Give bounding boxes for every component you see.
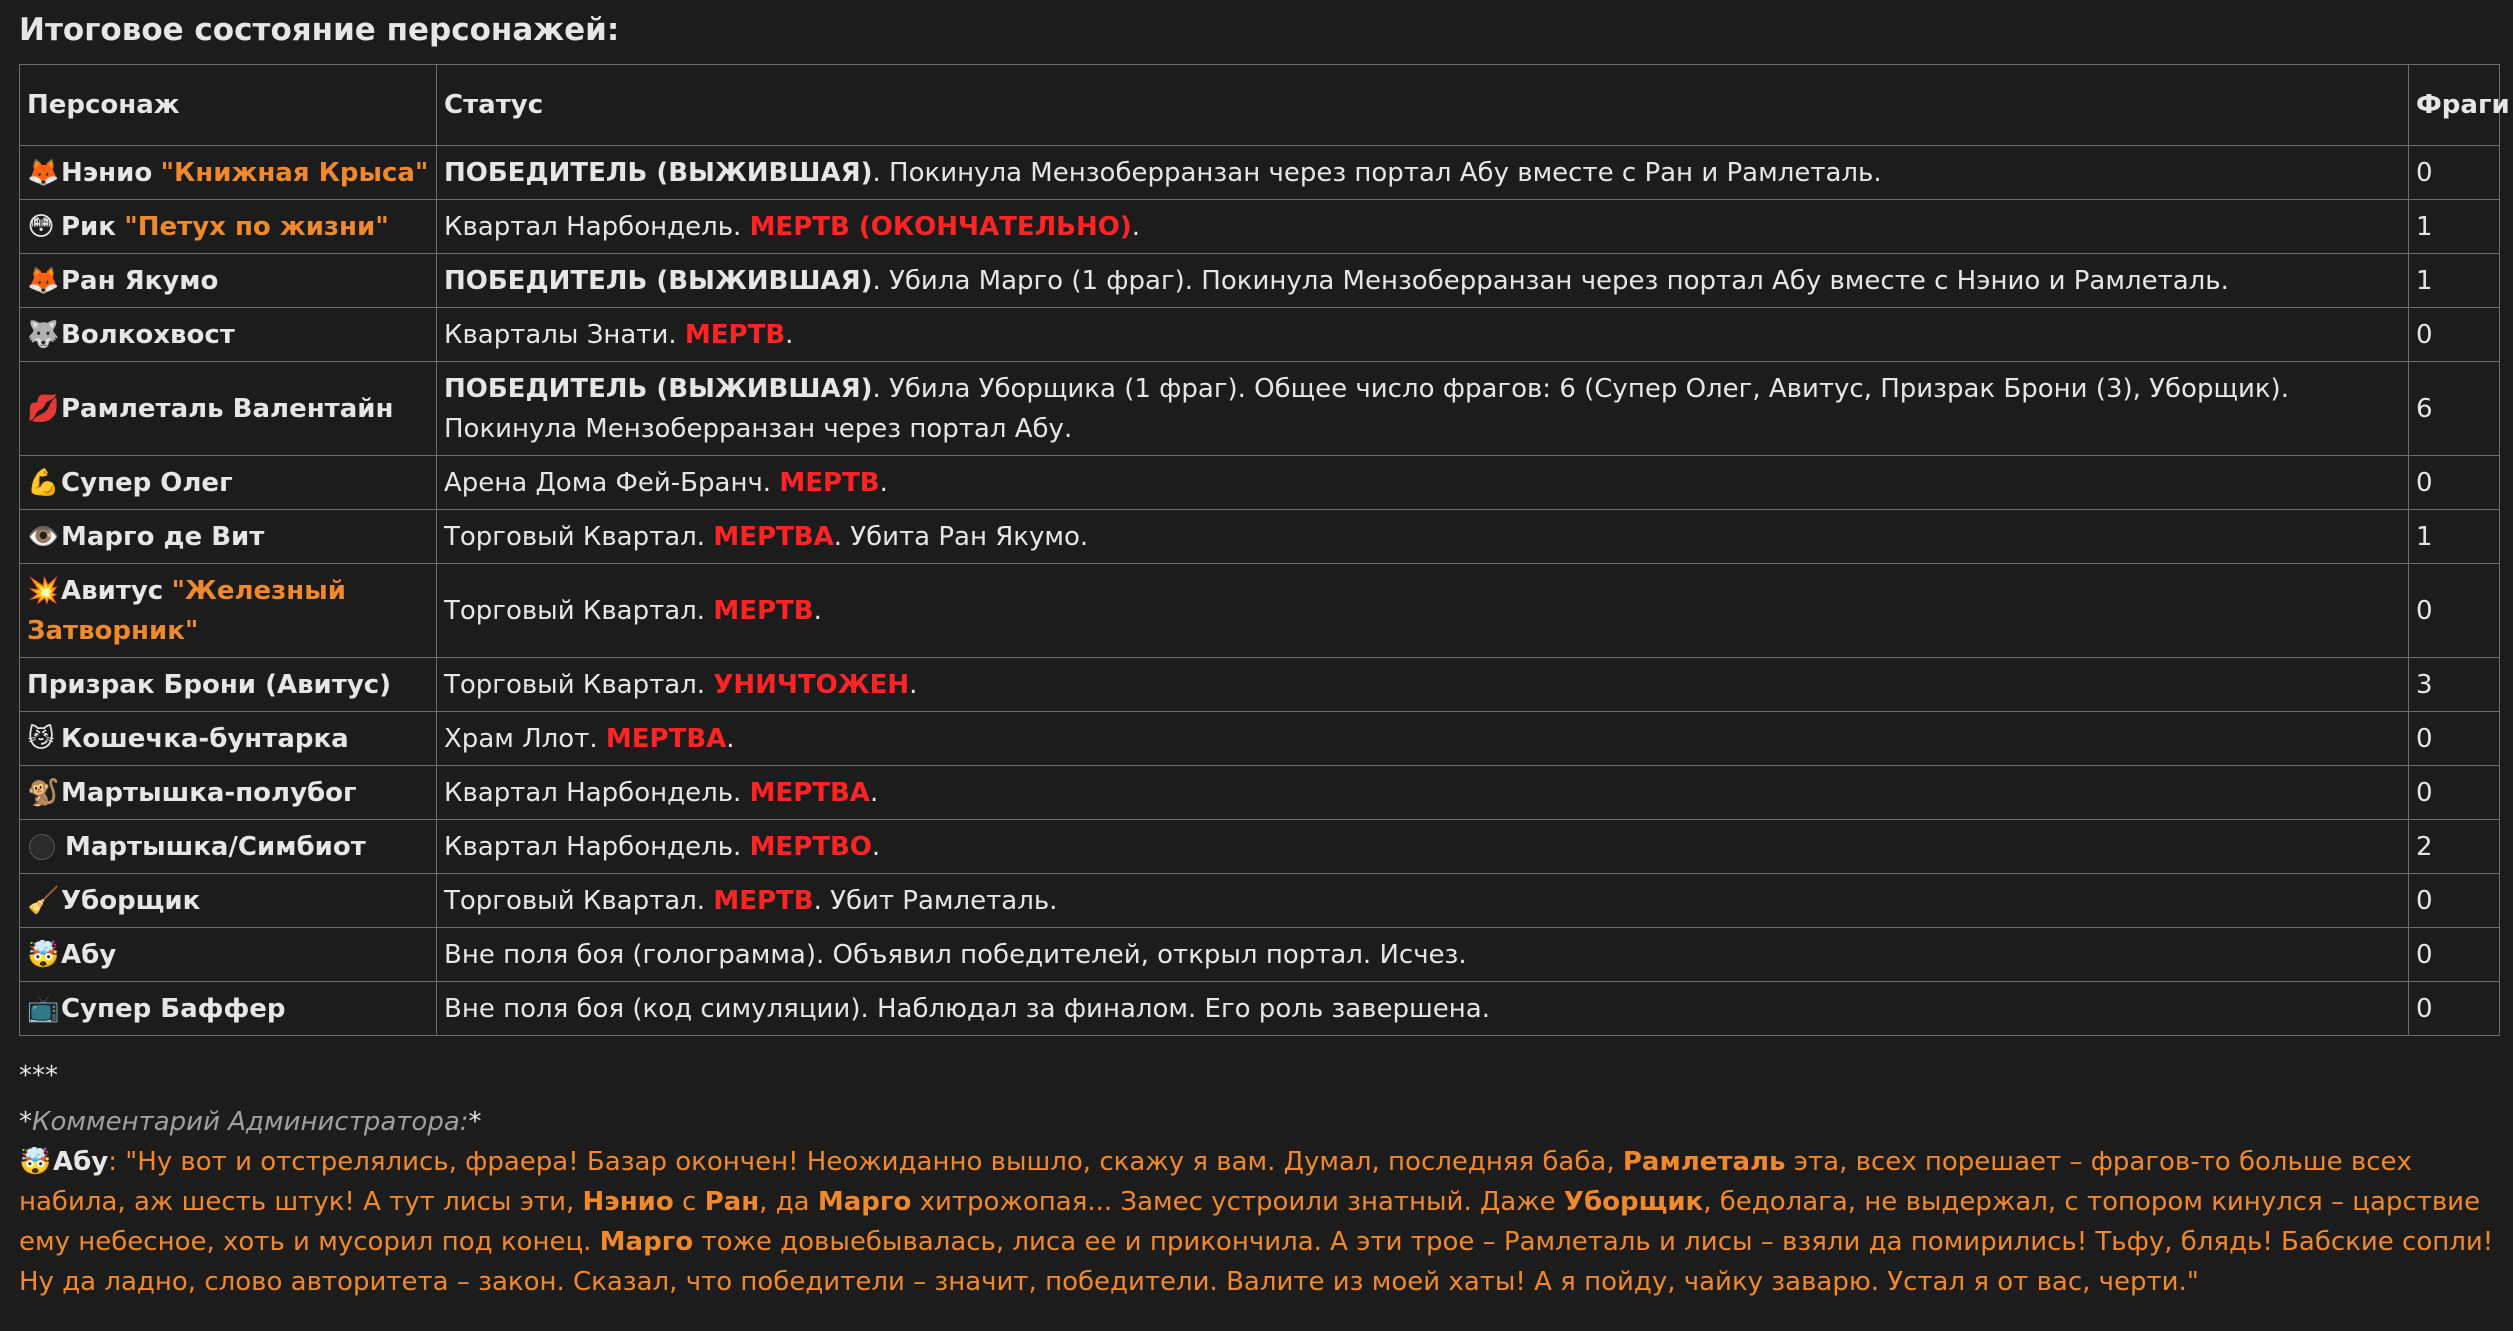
speech-text: , да: [759, 1187, 818, 1217]
frags-cell: 0: [2409, 928, 2500, 982]
wolf-icon: 🐺: [27, 319, 60, 350]
table-row: [20, 658, 2500, 712]
character-name: Волкохвост: [61, 319, 235, 350]
death-status: МЕРТВА: [605, 723, 727, 754]
admin-comment-heading: [19, 1102, 2499, 1142]
frags-cell: 0: [2409, 456, 2500, 510]
character-cell: [20, 766, 437, 820]
character-cell: [20, 456, 437, 510]
status-text: .: [785, 319, 794, 350]
fox-icon: 🦊: [27, 265, 60, 296]
speaker-colon: :: [108, 1147, 126, 1177]
character-cell: [20, 564, 437, 658]
character-cell: [20, 712, 437, 766]
status-cell: [437, 456, 2409, 510]
frags-cell: 1: [2409, 510, 2500, 564]
winner-status: ПОБЕДИТЕЛЬ (ВЫЖИВШАЯ): [444, 265, 873, 296]
frags-cell: 1: [2409, 200, 2500, 254]
character-name: Супер Баффер: [61, 993, 286, 1024]
speech-name-mention: Уборщик: [1563, 1187, 1704, 1217]
death-status: МЕРТВ (ОКОНЧАТЕЛЬНО): [749, 211, 1132, 242]
character-cell: [20, 658, 437, 712]
frags-cell: 2: [2409, 820, 2500, 874]
status-text: .: [726, 723, 735, 754]
speech-name-mention: Рамлеталь: [1622, 1147, 1786, 1177]
table-row: [20, 200, 2500, 254]
character-cell: [20, 928, 437, 982]
frags-cell: 3: [2409, 658, 2500, 712]
winner-status: ПОБЕДИТЕЛЬ (ВЫЖИВШАЯ): [444, 157, 873, 188]
speech-text: , бедолага, не выдержал, с топором кинулся – царствие ему небесное, хоть и мусорил под конец.: [19, 1187, 2481, 1257]
status-text: Вне поля боя (голограмма). Объявил победителей, открыл портал. Исчез.: [444, 939, 1467, 970]
status-text: . Убит Рамлеталь.: [813, 885, 1058, 916]
frags-cell: 0: [2409, 712, 2500, 766]
character-name: Мартышка/Симбиот: [65, 831, 366, 862]
speech-text: с: [673, 1187, 705, 1217]
status-cell: [437, 658, 2409, 712]
status-text: .: [871, 831, 881, 862]
table-header-row: [20, 65, 2500, 146]
table-row: [20, 928, 2500, 982]
status-cell: [437, 712, 2409, 766]
character-nickname: "Книжная Крыса": [160, 157, 429, 188]
death-status: МЕРТВ: [713, 595, 814, 626]
status-text: .: [879, 467, 888, 498]
death-status: МЕРТВ: [779, 467, 880, 498]
table-row: [20, 146, 2500, 200]
character-cell: [20, 510, 437, 564]
death-status: МЕРТВ: [713, 885, 814, 916]
eye-icon: 👁️: [27, 521, 60, 552]
frags-cell: 0: [2409, 564, 2500, 658]
character-name: Супер Олег: [61, 467, 233, 498]
character-name: Кошечка-бунтарка: [61, 723, 349, 754]
status-text: Храм Ллот.: [444, 723, 606, 754]
character-cell: [20, 362, 437, 456]
status-cell: [437, 308, 2409, 362]
fox-icon: 🦊: [27, 157, 60, 188]
admin-speech: [19, 1142, 2499, 1302]
character-name: Призрак Брони (Авитус): [27, 669, 392, 700]
status-cell: [437, 146, 2409, 200]
table-row: [20, 308, 2500, 362]
status-text: Торговый Квартал.: [444, 669, 714, 700]
character-name: Мартышка-полубог: [61, 777, 357, 808]
death-status: УНИЧТОЖЕН: [713, 669, 910, 700]
status-cell: [437, 564, 2409, 658]
death-status: МЕРТВА: [713, 521, 834, 552]
status-text: Вне поля боя (код симуляции). Наблюдал за финалом. Его роль завершена.: [444, 993, 1490, 1024]
header-status: Статус: [437, 65, 2409, 146]
speech-name-mention: Марго: [817, 1187, 912, 1217]
tv-icon: 📺: [27, 993, 60, 1024]
table-row: [20, 982, 2500, 1036]
status-text: Квартал Нарбондель.: [444, 777, 750, 808]
status-cell: [437, 766, 2409, 820]
status-text: Торговый Квартал.: [444, 885, 714, 916]
status-cell: [437, 510, 2409, 564]
table-row: [20, 456, 2500, 510]
head-icon: 🤯: [19, 1147, 52, 1177]
status-cell: [437, 982, 2409, 1036]
speech-name-mention: Марго: [599, 1227, 694, 1257]
table-body: [20, 146, 2500, 1036]
black-circle-icon: [29, 834, 55, 860]
table-row: [20, 362, 2500, 456]
head-icon: 🤯: [27, 939, 60, 970]
character-name: Нэнио: [61, 157, 153, 188]
monkey-icon: 🐒: [27, 777, 60, 808]
character-name: Рик: [61, 211, 116, 242]
table-row: [20, 254, 2500, 308]
cat-icon: 😼: [27, 723, 55, 754]
status-cell: [437, 254, 2409, 308]
frags-cell: 1: [2409, 254, 2500, 308]
death-status: МЕРТВА: [749, 777, 870, 808]
status-cell: [437, 928, 2409, 982]
speech-text: тоже довыебывалась, лиса ее и прикончила. А эти трое – Рамлеталь и лисы – взяли да помирились! Тьфу, блядь! Бабские сопли! Ну да ладно, слово авторитета – закон. Сказал, что победители – значит, победители. Валите из моей хаты! А я пойду, чайку заварю. Устал я от вас, черти.": [19, 1227, 2494, 1297]
character-cell: [20, 308, 437, 362]
broom-icon: 🧹: [27, 885, 60, 916]
table-row: [20, 820, 2500, 874]
status-text: .: [813, 595, 822, 626]
frags-cell: 0: [2409, 146, 2500, 200]
status-text: . Покинула Мензоберранзан через портал Абу вместе с Ран и Рамлеталь.: [872, 157, 1882, 188]
table-row: [20, 712, 2500, 766]
separator: ***: [19, 1061, 58, 1091]
status-cell: [437, 362, 2409, 456]
character-cell: [20, 982, 437, 1036]
table-row: [20, 766, 2500, 820]
frags-cell: 0: [2409, 766, 2500, 820]
character-cell: [20, 200, 437, 254]
header-frags: Фраги: [2409, 65, 2500, 146]
characters-table: [19, 64, 2510, 1036]
character-cell: [20, 254, 437, 308]
biceps-icon: 💪: [27, 467, 60, 498]
death-status: МЕРТВ: [684, 319, 786, 350]
character-nickname: "Петух по жизни": [124, 211, 389, 242]
character-nickname: "Железный Затворник": [27, 575, 346, 646]
speech-name-mention: Ран: [704, 1187, 760, 1217]
speech-name-mention: Нэнио: [582, 1187, 674, 1217]
character-name: Авитус: [61, 575, 164, 606]
admin-suffix: *: [468, 1107, 482, 1137]
status-text: Квартал Нарбондель.: [444, 211, 750, 242]
character-cell: [20, 820, 437, 874]
admin-prefix: *: [19, 1107, 32, 1137]
status-cell: [437, 200, 2409, 254]
face-icon: 😳: [27, 211, 55, 242]
character-name: Абу: [61, 939, 117, 970]
table-row: [20, 874, 2500, 928]
header-character: Персонаж: [20, 65, 437, 146]
explosion-icon: 💥: [27, 575, 60, 606]
frags-cell: 0: [2409, 982, 2500, 1036]
status-text: .: [1131, 211, 1141, 242]
frags-cell: 6: [2409, 362, 2500, 456]
speech-text: хитрожопая... Замес устроили знатный. Даже: [911, 1187, 1564, 1217]
character-name: Марго де Вит: [61, 521, 265, 552]
table-row: [20, 510, 2500, 564]
speech-text: "Ну вот и отстрелялись, фраера! Базар окончен! Неожиданно вышло, скажу я вам. Думал, последняя баба,: [125, 1147, 1623, 1177]
page-title: Итоговое состояние персонажей:: [19, 12, 620, 48]
frags-cell: 0: [2409, 308, 2500, 362]
character-cell: [20, 874, 437, 928]
lips-icon: 💋: [27, 393, 60, 424]
status-text: .: [869, 777, 879, 808]
status-text: . Убила Марго (1 фраг). Покинула Мензоберранзан через портал Абу вместе с Нэнио и Рамлеталь.: [872, 265, 2229, 296]
speech-text: эта, всех порешает – фрагов-то больше всех набила, аж шесть штук! А тут лисы эти,: [19, 1147, 2412, 1217]
status-text: Торговый Квартал.: [444, 595, 714, 626]
character-name: Уборщик: [61, 885, 201, 916]
character-name: Ран Якумо: [61, 265, 219, 296]
status-cell: [437, 874, 2409, 928]
status-text: Квартал Нарбондель.: [444, 831, 750, 862]
character-cell: [20, 146, 437, 200]
table-row: [20, 564, 2500, 658]
speaker-name: Абу: [53, 1147, 109, 1177]
admin-label: Комментарий Администратора:: [32, 1107, 469, 1137]
death-status: МЕРТВО: [749, 831, 872, 862]
status-text: . Убита Ран Якумо.: [833, 521, 1089, 552]
status-cell: [437, 820, 2409, 874]
frags-cell: 0: [2409, 874, 2500, 928]
status-text: .: [909, 669, 918, 700]
winner-status: ПОБЕДИТЕЛЬ (ВЫЖИВШАЯ): [444, 373, 873, 404]
character-name: Рамлеталь Валентайн: [61, 393, 394, 424]
status-text: Арена Дома Фей-Бранч.: [444, 467, 780, 498]
status-text: . Убила Уборщика (1 фраг). Общее число фрагов: 6 (Супер Олег, Авитус, Призрак Брони (3), Уборщик). Покинула Мензоберранзан через портал Абу.: [444, 373, 2289, 444]
status-text: Торговый Квартал.: [444, 521, 714, 552]
status-text: Кварталы Знати.: [444, 319, 685, 350]
